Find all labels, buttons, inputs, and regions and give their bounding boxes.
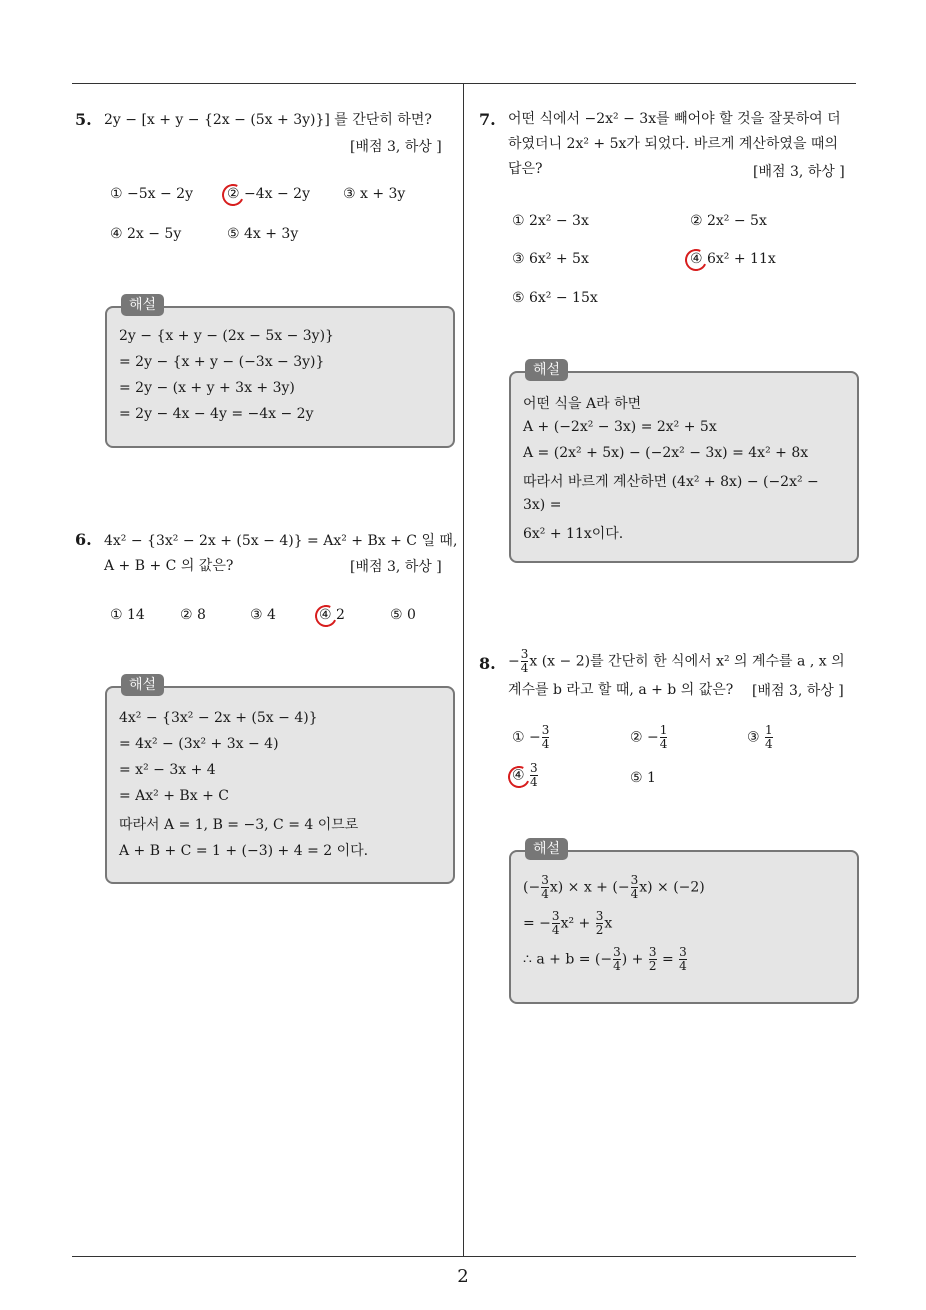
solution-line: A = (2x² + 5x) − (−2x² − 3x) = 4x² + 8x <box>523 445 809 461</box>
fraction-denominator: 4 <box>520 661 529 675</box>
q6-choice-4[interactable]: ④ 2 <box>319 607 345 623</box>
solution-line <box>523 946 688 973</box>
solution-line: = 2y − (x + y + 3x + 3y) <box>119 380 295 396</box>
expr-part: x² + <box>560 915 595 932</box>
fraction-numerator: 3 <box>541 723 550 737</box>
solution-fraction <box>649 946 657 973</box>
expr-part: x) × x + (− <box>549 879 630 896</box>
choice-mark: ① <box>512 729 525 746</box>
q8-meta: [배점 3, 하상 ] <box>752 683 844 699</box>
q8-line1 <box>508 648 845 675</box>
q8-choice-3[interactable] <box>747 724 774 751</box>
q5-number: 5. <box>75 110 92 129</box>
solution-fraction <box>613 946 621 973</box>
fraction-numerator: 3 <box>630 873 639 887</box>
q6-number: 6. <box>75 530 92 549</box>
solution-line: A + B + C = 1 + (−3) + 4 = 2 이다. <box>119 843 369 859</box>
solution-label: 해설 <box>121 674 164 696</box>
solution-fraction <box>552 910 560 937</box>
solution-line: 어떤 식을 A라 하면 <box>523 396 642 412</box>
expr-part: = − <box>523 915 551 932</box>
q8-choice-2[interactable] <box>630 724 668 751</box>
fraction-numerator: 3 <box>613 945 621 959</box>
q5-choice-1[interactable]: ① −5x − 2y <box>110 186 193 202</box>
solution-label: 해설 <box>121 294 164 316</box>
fraction-numerator: 1 <box>765 723 773 737</box>
bottom-rule <box>72 1256 856 1257</box>
q6-line1: 4x² − {3x² − 2x + (5x − 4)} = Ax² + Bx + C 일 때, <box>104 533 458 549</box>
solution-line: 4x² − {3x² − 2x + (5x − 4)} <box>119 710 318 726</box>
solution-line: = 4x² − (3x² + 3x − 4) <box>119 736 279 752</box>
solution-line: 6x² + 11x이다. <box>523 526 624 542</box>
expr-part: x <box>604 915 613 932</box>
q8-number: 8. <box>479 654 496 673</box>
fraction-numerator: 3 <box>541 873 549 887</box>
fraction-numerator: 3 <box>595 909 604 923</box>
choice-mark: ③ <box>747 729 760 746</box>
solution-line: = 2y − 4x − 4y = −4x − 2y <box>119 406 314 422</box>
fraction-numerator: 1 <box>659 723 668 737</box>
choice-sign: − <box>647 729 659 746</box>
fraction-denominator: 2 <box>648 959 657 973</box>
q6-choice-5[interactable]: ⑤ 0 <box>390 607 416 623</box>
q7-choice-4[interactable]: ④ 6x² + 11x <box>690 251 776 267</box>
fraction-denominator: 4 <box>679 959 687 973</box>
q8-choice-1[interactable] <box>512 724 550 751</box>
q8-text: x (x − 2)를 간단히 한 식에서 x² 의 계수를 a , x 의 <box>529 653 845 670</box>
q7-meta: [배점 3, 하상 ] <box>753 164 845 180</box>
fraction-numerator: 3 <box>530 761 538 775</box>
q7-line1: 어떤 식에서 −2x² − 3x를 빼어야 할 것을 잘못하여 더 <box>508 111 841 127</box>
q7-line2: 하였더니 2x² + 5x가 되었다. 바르게 계산하였을 때의 <box>508 136 838 152</box>
choice-fraction <box>530 762 538 789</box>
fraction-numerator: 3 <box>520 647 529 661</box>
choice-value: 1 <box>647 770 656 786</box>
choice-mark: ② <box>630 729 643 746</box>
fraction-denominator: 4 <box>541 887 549 901</box>
q5-choice-3[interactable]: ③ x + 3y <box>343 186 406 202</box>
q5-text: 2y − [x + y − {2x − (5x + 3y)}] 를 간단히 하면? <box>104 112 432 128</box>
q8-line2: 계수를 b 라고 할 때, a + b 의 값은? <box>508 682 734 698</box>
solution-line: = Ax² + Bx + C <box>119 788 229 804</box>
solution-fraction <box>541 874 549 901</box>
q8-solution-box <box>509 841 859 1004</box>
fraction-denominator: 4 <box>551 923 560 937</box>
fraction-denominator: 4 <box>541 737 550 751</box>
choice-sign: − <box>529 729 541 746</box>
q5-meta: [배점 3, 하상 ] <box>350 139 442 155</box>
q6-choice-2[interactable]: ② 8 <box>180 607 206 623</box>
solution-line: 2y − {x + y − (2x − 5x − 3y)} <box>119 328 334 344</box>
q7-choice-3[interactable]: ③ 6x² + 5x <box>512 251 589 267</box>
fraction-denominator: 4 <box>613 959 621 973</box>
q7-choice-5[interactable]: ⑤ 6x² − 15x <box>512 290 598 306</box>
solution-label: 해설 <box>525 838 568 860</box>
column-divider <box>463 83 464 1256</box>
solution-line: = x² − 3x + 4 <box>119 762 216 778</box>
q6-choice-3[interactable]: ③ 4 <box>250 607 276 623</box>
top-rule <box>72 83 856 84</box>
q6-choice-1[interactable]: ① 14 <box>110 607 145 623</box>
q6-solution-box <box>105 677 455 884</box>
q7-number: 7. <box>479 110 496 129</box>
expr-part: (− <box>523 879 541 896</box>
choice-fraction <box>765 724 773 751</box>
q7-choice-2[interactable]: ② 2x² − 5x <box>690 213 767 229</box>
choice-fraction <box>660 724 668 751</box>
q8-choice-5[interactable] <box>630 770 656 786</box>
q8-fraction <box>521 648 529 675</box>
fraction-numerator: 3 <box>551 909 560 923</box>
q5-choice-4[interactable]: ④ 2x − 5y <box>110 226 182 242</box>
q7-line3: 답은? <box>508 161 543 177</box>
solution-line: A + (−2x² − 3x) = 2x² + 5x <box>523 419 717 435</box>
expr-part: ∴ a + b = (− <box>523 951 613 968</box>
q6-line2: A + B + C 의 값은? <box>104 558 234 574</box>
choice-fraction <box>542 724 550 751</box>
expr-part: = <box>657 951 679 968</box>
fraction-numerator: 3 <box>679 945 687 959</box>
q7-solution-box <box>509 362 859 563</box>
solution-line: 3x) = <box>523 497 562 513</box>
q7-choice-1[interactable]: ① 2x² − 3x <box>512 213 589 229</box>
q8-sign: − <box>508 653 520 670</box>
q5-choice-2[interactable]: ② −4x − 2y <box>227 186 310 202</box>
expr-part: ) + <box>621 951 648 968</box>
expr-part: x) × (−2) <box>639 879 705 896</box>
solution-line: 따라서 바르게 계산하면 (4x² + 8x) − (−2x² − <box>523 474 819 490</box>
fraction-numerator: 3 <box>648 945 657 959</box>
q5-solution-box <box>105 297 455 448</box>
fraction-denominator: 4 <box>630 887 639 901</box>
solution-fraction <box>596 910 604 937</box>
q6-meta: [배점 3, 하상 ] <box>350 559 442 575</box>
solution-line: 따라서 A = 1, B = −3, C = 4 이므로 <box>119 817 359 833</box>
solution-label: 해설 <box>525 359 568 381</box>
solution-line <box>523 910 612 937</box>
fraction-denominator: 4 <box>530 775 538 789</box>
choice-mark: ④ <box>512 767 525 784</box>
fraction-denominator: 4 <box>765 737 773 751</box>
q5-choice-5[interactable]: ⑤ 4x + 3y <box>227 226 299 242</box>
solution-line <box>523 874 705 901</box>
solution-fraction <box>679 946 687 973</box>
page-number: 2 <box>457 1266 469 1287</box>
choice-mark: ⑤ <box>630 770 643 786</box>
solution-fraction <box>631 874 639 901</box>
solution-line: = 2y − {x + y − (−3x − 3y)} <box>119 354 325 370</box>
fraction-denominator: 2 <box>595 923 604 937</box>
fraction-denominator: 4 <box>659 737 668 751</box>
